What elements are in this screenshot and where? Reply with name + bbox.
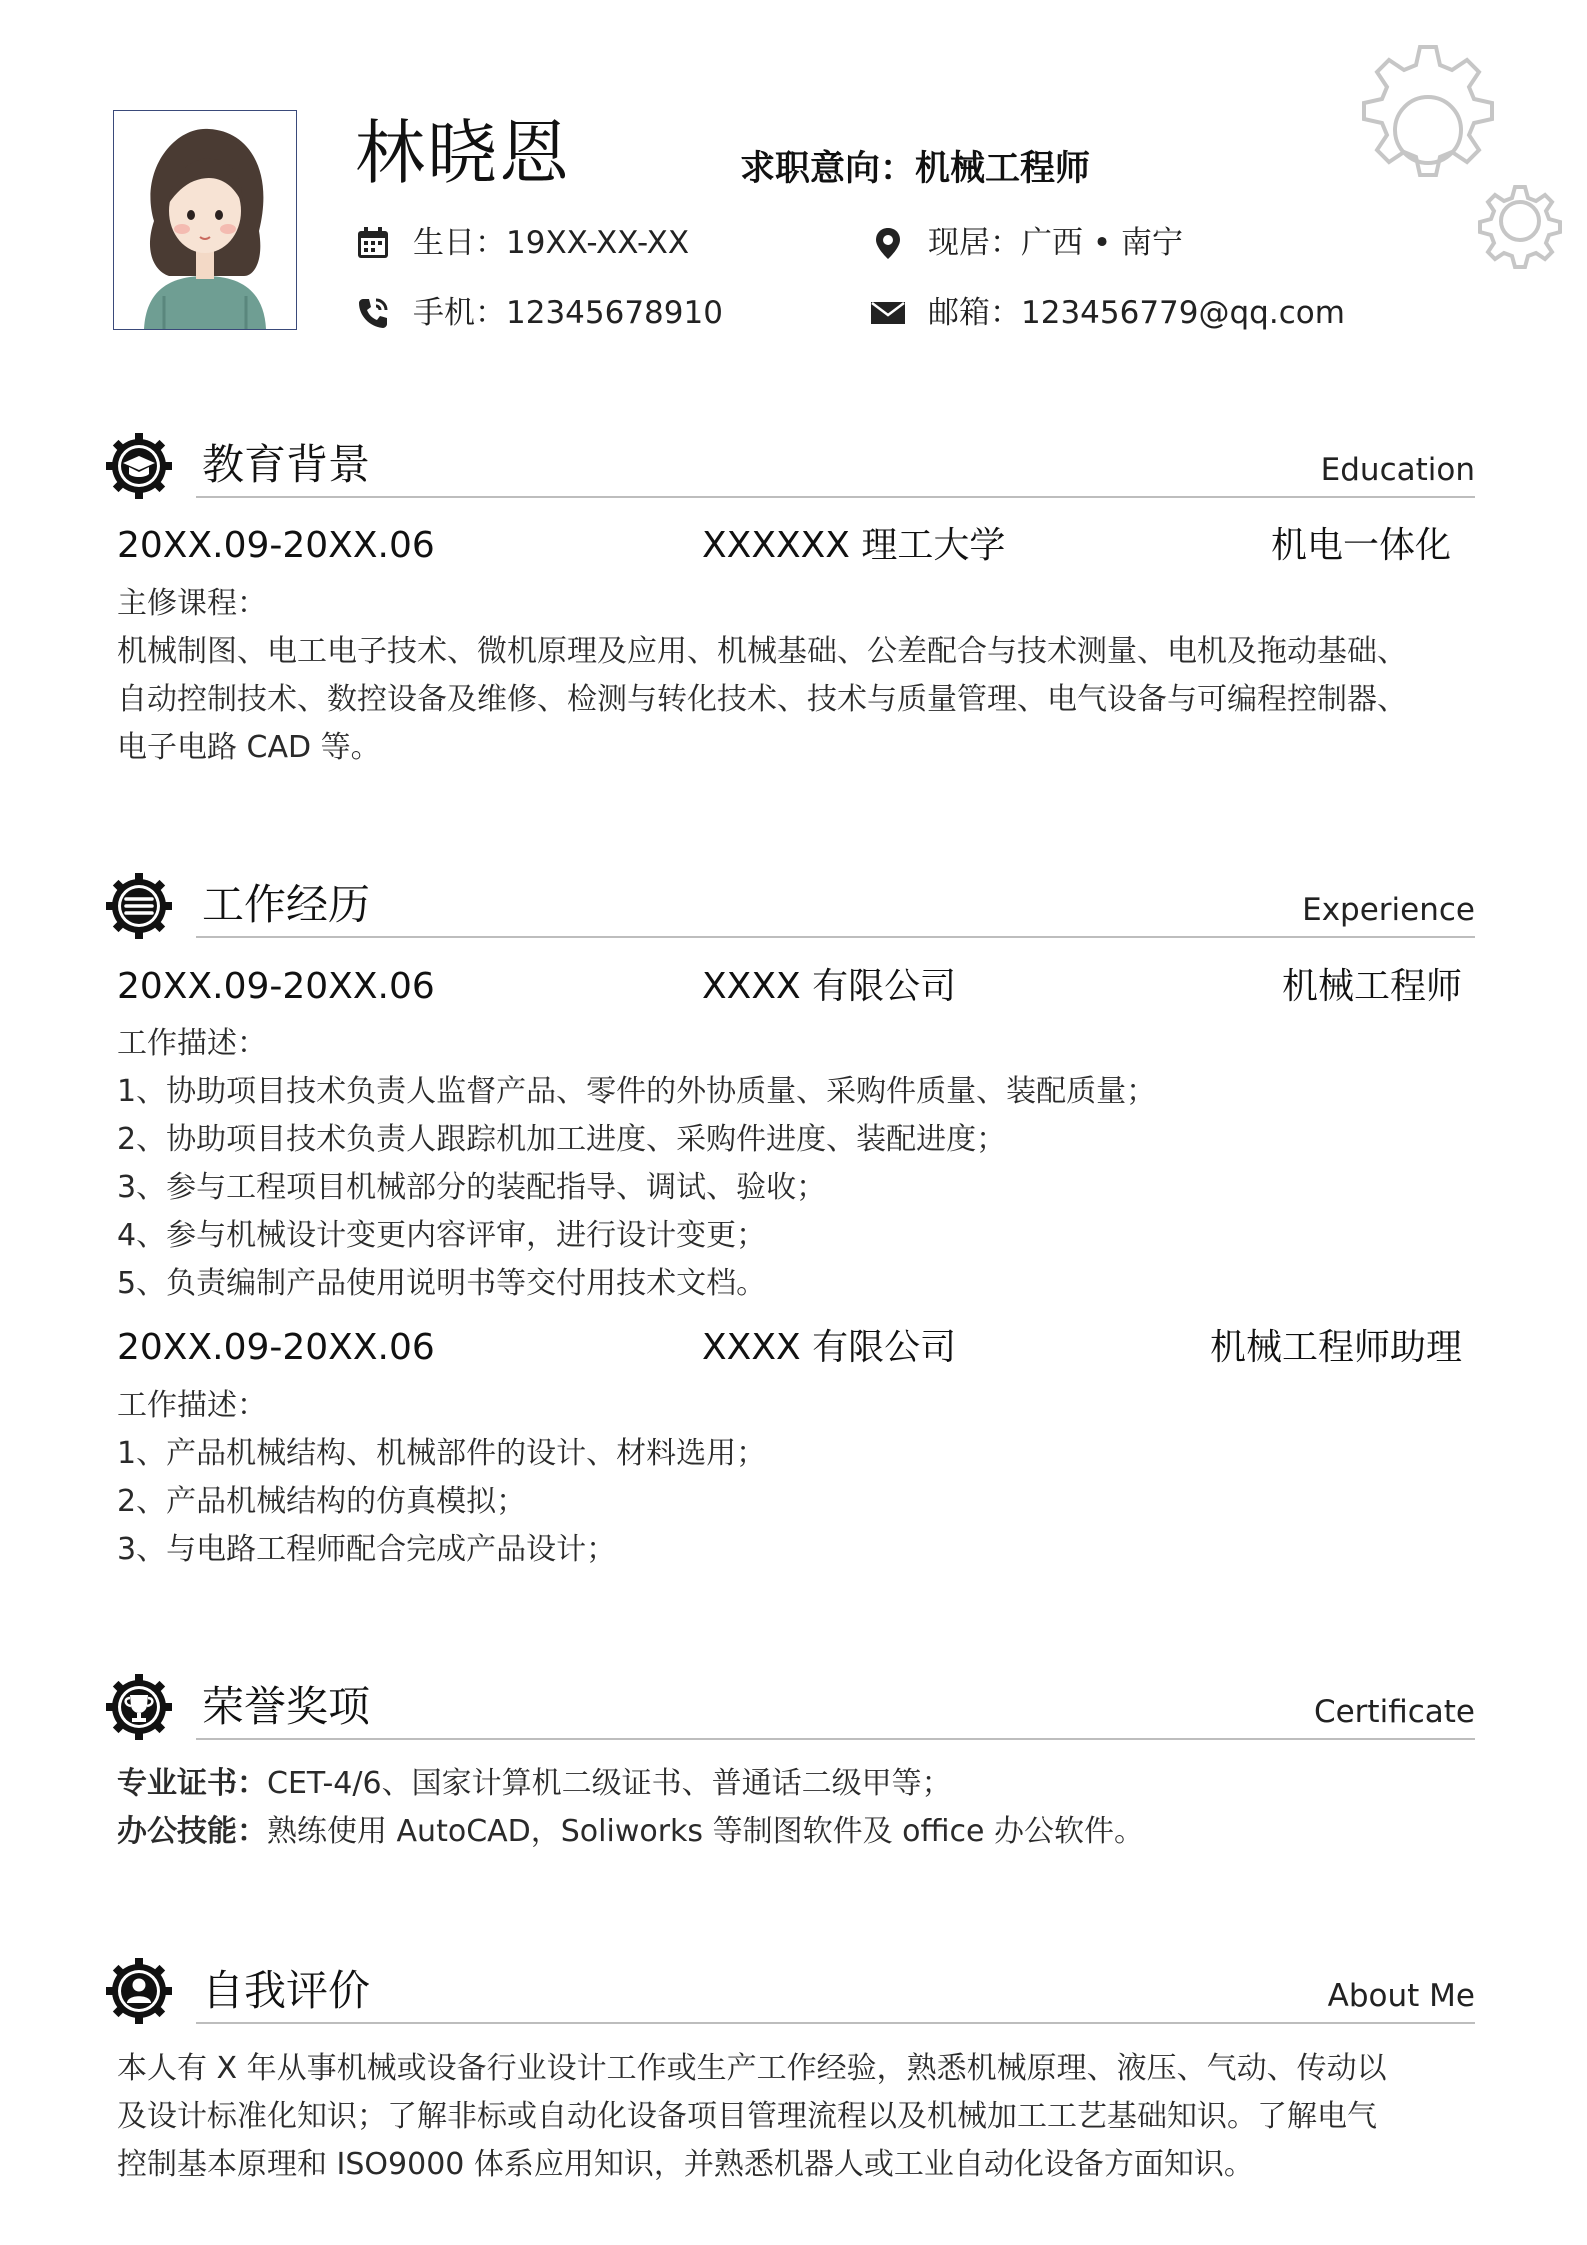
job-desc-label: 工作描述： — [117, 1388, 267, 1423]
phone-icon — [355, 295, 391, 331]
candidate-name: 林晓恩 — [355, 112, 571, 194]
about-line: 本人有 X 年从事机械或设备行业设计工作或生产工作经验，熟悉机械原理、液压、气动、传动以 — [117, 2051, 1387, 2086]
section-rule — [196, 936, 1475, 938]
section-en-experience: Experience — [1302, 892, 1475, 928]
mail-icon — [870, 295, 906, 331]
section-en-education: Education — [1320, 452, 1475, 488]
job-role: 机械工程师助理 — [1209, 1327, 1462, 1368]
graduation-cap-icon — [105, 432, 173, 500]
email-row — [870, 295, 1345, 331]
trophy-icon — [105, 1673, 173, 1741]
gears-decoration — [1325, 35, 1585, 285]
job-intent: 求职意向：机械工程师 — [740, 149, 1091, 189]
courses-line: 机械制图、电工电子技术、微机原理及应用、机械基础、公差配合与技术测量、电机及拖动基础、 — [117, 634, 1407, 669]
skill-line — [117, 1808, 1487, 1856]
section-en-honors: Certificate — [1313, 1694, 1475, 1730]
calendar-icon — [355, 225, 391, 261]
profile-photo — [113, 110, 297, 330]
phone-text: 手机：12345678910 — [413, 294, 723, 331]
job-desc-item: 4、参与机械设计变更内容评审，进行设计变更； — [117, 1218, 767, 1253]
email-text: 邮箱：123456779@qq.com — [928, 294, 1345, 331]
phone-row — [355, 295, 723, 331]
job-period: 20XX.09-20XX.06 — [117, 1327, 435, 1368]
job-desc-item: 5、负责编制产品使用说明书等交付用技术文档。 — [117, 1266, 767, 1301]
section-title-experience: 工作经历 — [202, 880, 371, 929]
edu-courses — [117, 580, 1487, 772]
skill-label: 办公技能： — [117, 1814, 267, 1849]
section-title-education: 教育背景 — [202, 440, 371, 489]
skill-text: 熟练使用 AutoCAD，Soliworks 等制图软件及 office 办公软件。 — [267, 1814, 1144, 1849]
cert-text: CET-4/6、国家计算机二级证书、普通话二级甲等； — [267, 1766, 952, 1801]
birthday-text: 生日：19XX-XX-XX — [413, 224, 690, 261]
job-company: XXXX 有限公司 — [702, 966, 957, 1007]
edu-school: XXXXXX 理工大学 — [702, 525, 1006, 566]
location-icon — [870, 225, 906, 261]
courses-line: 自动控制技术、数控设备及维修、检测与转化技术、技术与质量管理、电气设备与可编程控制器、 — [117, 682, 1407, 717]
cert-label: 专业证书： — [117, 1766, 267, 1801]
section-rule — [196, 496, 1475, 498]
job-description — [117, 1382, 1487, 1574]
job-desc-item: 1、产品机械结构、机械部件的设计、材料选用； — [117, 1436, 767, 1471]
job-company: XXXX 有限公司 — [702, 1327, 957, 1368]
job-desc-item: 2、产品机械结构的仿真模拟； — [117, 1484, 527, 1519]
edu-period: 20XX.09-20XX.06 — [117, 525, 435, 566]
courses-line: 电子电路 CAD 等。 — [117, 730, 381, 765]
section-title-about: 自我评价 — [202, 1966, 371, 2015]
about-line: 控制基本原理和 ISO9000 体系应用知识，并熟悉机器人或工业自动化设备方面知识。 — [117, 2147, 1254, 2182]
job-desc-label: 工作描述： — [117, 1026, 267, 1061]
about-body — [117, 2045, 1487, 2189]
section-en-about: About Me — [1327, 1978, 1475, 2014]
job-desc-item: 1、协助项目技术负责人监督产品、零件的外协质量、采购件质量、装配质量； — [117, 1074, 1157, 1109]
about-line: 及设计标准化知识；了解非标或自动化设备项目管理流程以及机械加工工艺基础知识。了解电气 — [117, 2099, 1377, 2134]
section-title-honors: 荣誉奖项 — [202, 1682, 371, 1731]
job-desc-item: 3、参与工程项目机械部分的装配指导、调试、验收； — [117, 1170, 827, 1205]
job-desc-item: 3、与电路工程师配合完成产品设计； — [117, 1532, 617, 1567]
job-role: 机械工程师 — [1281, 966, 1462, 1007]
job-period: 20XX.09-20XX.06 — [117, 966, 435, 1007]
honors-body — [117, 1760, 1487, 1856]
edu-major: 机电一体化 — [1270, 525, 1451, 566]
cert-line — [117, 1760, 1487, 1808]
section-rule — [196, 2022, 1475, 2024]
residence-text: 现居：广西 • 南宁 — [928, 224, 1183, 261]
person-icon — [105, 1957, 173, 2025]
residence-row — [870, 225, 1183, 261]
job-desc-item: 2、协助项目技术负责人跟踪机加工进度、采购件进度、装配进度； — [117, 1122, 1007, 1157]
courses-label: 主修课程： — [117, 586, 267, 621]
section-rule — [196, 1738, 1475, 1740]
birthday-row — [355, 225, 689, 261]
job-description — [117, 1020, 1487, 1308]
book-stack-icon — [105, 872, 173, 940]
